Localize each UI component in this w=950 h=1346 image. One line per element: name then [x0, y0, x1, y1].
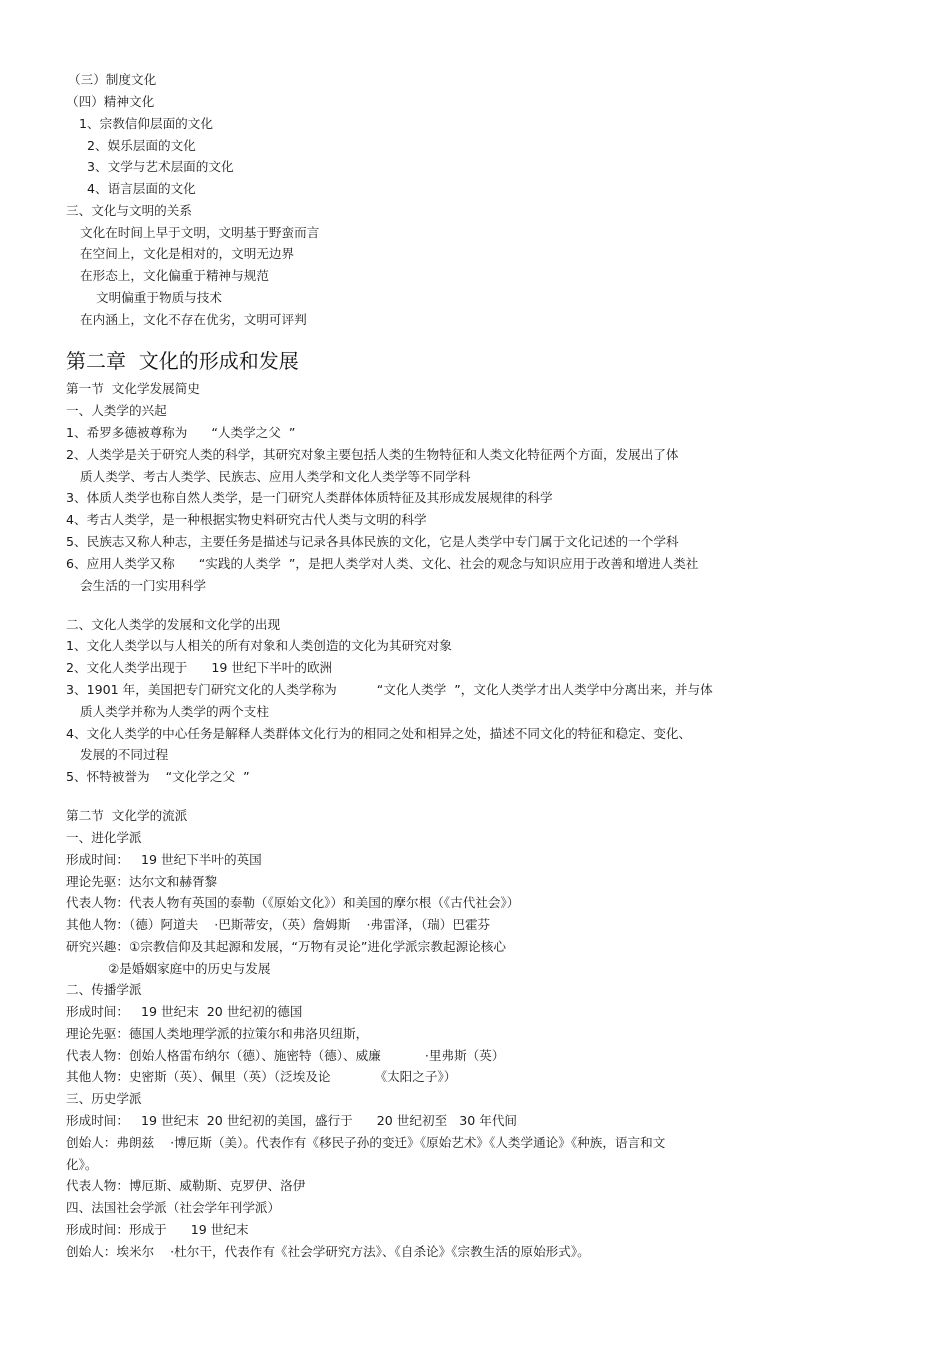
text-line: 研究兴趣：①宗教信仰及其起源和发展，“万物有灵论”进化学派宗教起源论核心: [66, 939, 506, 954]
text-line: 文化在时间上早于文明，文明基于野蛮而言: [80, 225, 320, 240]
text-line: 发展的不同过程: [80, 747, 169, 762]
text-line: 理论先驱：达尔文和赫胥黎: [66, 874, 218, 889]
text-line: 代表人物：博厄斯、威勒斯、克罗伊、洛伊: [66, 1178, 306, 1193]
text-line: 1、希罗多德被尊称为 “人类学之父 ”: [66, 425, 296, 440]
text-line: 创始人：弗朗兹 ·博厄斯（美）。代表作有《移民子孙的变迁》《原始艺术》《人类学通论》《种族，语言和文: [66, 1135, 666, 1150]
text-line: 在空间上，文化是相对的，文明无边界: [80, 246, 295, 261]
text-line: ②是婚姻家庭中的历史与发展: [108, 961, 271, 976]
text-line: 一、人类学的兴起: [66, 403, 167, 418]
text-line: 形成时间： 19 世纪末 20 世纪初的德国: [66, 1004, 303, 1019]
chapter-title: 第二章 文化的形成和发展: [66, 349, 299, 373]
text-line: 2、娱乐层面的文化: [87, 138, 196, 153]
text-line: 理论先驱：德国人类地理学派的拉策尔和弗洛贝纽斯，: [66, 1026, 369, 1041]
text-line: 一、进化学派: [66, 830, 142, 845]
text-line: 4、语言层面的文化: [87, 181, 196, 196]
text-line: 化》。: [66, 1157, 98, 1172]
text-line: 形成时间： 19 世纪下半叶的英国: [66, 852, 262, 867]
text-line: 1、宗教信仰层面的文化: [79, 116, 213, 131]
text-line: （四）精神文化: [66, 94, 155, 109]
text-line: 三、历史学派: [66, 1091, 142, 1106]
text-line: 4、考古人类学，是一种根据实物史料研究古代人类与文明的科学: [66, 512, 427, 527]
text-line: 5、怀特被誉为 “文化学之父 ”: [66, 769, 250, 784]
text-line: 创始人：埃米尔 ·杜尔干，代表作有《社会学研究方法》、《自杀论》《宗教生活的原始形式》。: [66, 1244, 590, 1259]
text-line: 质人类学、考古人类学、民族志、应用人类学和文化人类学等不同学科: [80, 469, 471, 484]
text-line: 四、法国社会学派（社会学年刊学派）: [66, 1200, 281, 1215]
text-line: 2、文化人类学出现于 19 世纪下半叶的欧洲: [66, 660, 333, 675]
text-line: 5、民族志又称人种志，主要任务是描述与记录各具体民族的文化，它是人类学中专门属于文化记述的一个学科: [66, 534, 679, 549]
text-line: 其他人物：史密斯（英）、佩里（英）（泛埃及论 《太阳之子》）: [66, 1069, 457, 1084]
text-line: 会生活的一门实用科学: [80, 578, 206, 593]
text-line: 二、传播学派: [66, 982, 142, 997]
text-line: 文明偏重于物质与技术: [96, 290, 222, 305]
section-title: 第一节 文化学发展简史: [66, 381, 200, 396]
text-line: 代表人物：代表人物有英国的泰勒（《原始文化》）和美国的摩尔根（《古代社会》）: [66, 895, 520, 910]
text-line: 6、应用人类学又称 “实践的人类学 ”，是把人类学对人类、文化、社会的观念与知识应用于改善和增进人类社: [66, 556, 699, 571]
text-line: 代表人物：创始人格雷布纳尔（德）、施密特（德）、威廉 ·里弗斯（英）: [66, 1048, 505, 1063]
text-line: 3、1901 年，美国把专门研究文化的人类学称为 “文化人类学 ”，文化人类学才出人类学中分离出来，并与体: [66, 682, 713, 697]
text-line: 三、文化与文明的关系: [66, 203, 192, 218]
section-title: 第二节 文化学的流派: [66, 808, 188, 823]
text-line: （三）制度文化: [68, 72, 157, 87]
text-line: 4、文化人类学的中心任务是解释人类群体文化行为的相同之处和相异之处，描述不同文化的特征和稳定、变化、: [66, 726, 692, 741]
text-line: 3、文学与艺术层面的文化: [87, 159, 234, 174]
text-line: 2、人类学是关于研究人类的科学，其研究对象主要包括人类的生物特征和人类文化特征两个方面，发展出了体: [66, 447, 679, 462]
text-line: 其他人物：（德）阿道夫 ·巴斯蒂安，（英）詹姆斯 ·弗雷泽，（瑞）巴霍芬: [66, 917, 491, 932]
text-line: 二、文化人类学的发展和文化学的出现: [66, 617, 281, 632]
text-line: 3、体质人类学也称自然人类学，是一门研究人类群体体质特征及其形成发展规律的科学: [66, 490, 553, 505]
text-line: 形成时间：形成于 19 世纪末: [66, 1222, 249, 1237]
text-line: 形成时间： 19 世纪末 20 世纪初的美国，盛行于 20 世纪初至 30 年代间: [66, 1113, 518, 1128]
text-line: 质人类学并称为人类学的两个支柱: [80, 704, 269, 719]
text-line: 在内涵上，文化不存在优劣，文明可评判: [80, 312, 307, 327]
text-line: 1、文化人类学以与人相关的所有对象和人类创造的文化为其研究对象: [66, 638, 452, 653]
text-line: 在形态上，文化偏重于精神与规范: [80, 268, 269, 283]
